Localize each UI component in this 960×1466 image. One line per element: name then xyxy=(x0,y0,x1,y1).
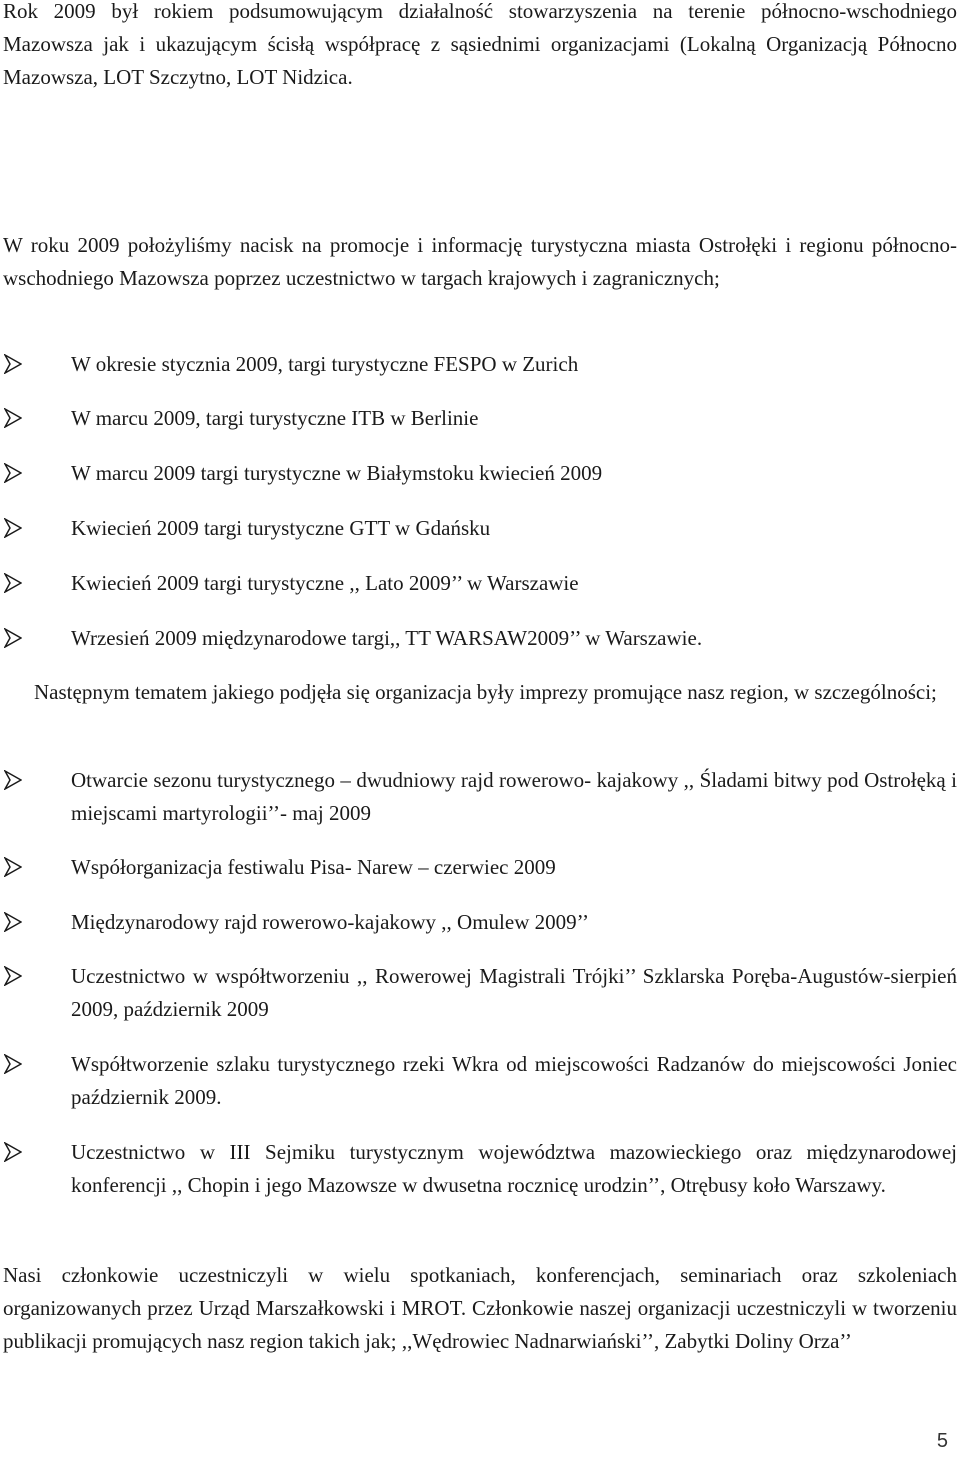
arrowhead-bullet-icon xyxy=(4,966,22,986)
fair-item-text: Kwiecień 2009 targi turystyczne ,, Lato 2009’’ w Warszawie xyxy=(71,571,579,595)
arrowhead-bullet-icon xyxy=(4,354,22,374)
event-item-text: Otwarcie sezonu turystycznego – dwudniowy rajd rowerowo- kajakowy ,, Śladami bitwy pod Ostrołęką i miejscami martyrologii’’- maj 2009 xyxy=(71,768,957,825)
fair-item-text: W okresie stycznia 2009, targi turystyczne FESPO w Zurich xyxy=(71,352,579,376)
arrowhead-bullet-icon xyxy=(4,463,22,483)
arrowhead-bullet-icon xyxy=(4,628,22,648)
page-number: 5 xyxy=(936,1430,948,1452)
arrowhead-bullet-icon xyxy=(4,518,22,538)
event-item-text: Uczestnictwo w III Sejmiku turystycznym województwa mazowieckiego oraz międzynarodowej konferencji ,, Chopin i jego Mazowsze w dwusetna rocznicę urodzin’’, Otrębusy koło Warszawy. xyxy=(71,1140,957,1197)
arrowhead-bullet-icon xyxy=(4,1054,22,1074)
event-item-text: Uczestnictwo w współtworzeniu ,, Rowerowej Magistrali Trójki’’ Szklarska Poręba-Augustów-sierpień 2009, październik 2009 xyxy=(71,964,957,1021)
event-item-text: Międzynarodowy rajd rowerowo-kajakowy ,, Omulew 2009’’ xyxy=(71,910,590,934)
arrowhead-bullet-icon xyxy=(4,573,22,593)
arrowhead-bullet-icon xyxy=(4,857,22,877)
fair-item-text: Kwiecień 2009 targi turystyczne GTT w Gdańsku xyxy=(71,516,491,540)
events-paragraph: Następnym tematem jakiego podjęła się organizacja były imprezy promujące nasz region, w szczególności; xyxy=(34,680,937,704)
fair-item-text: Wrzesień 2009 międzynarodowe targi,, TT WARSAW2009’’ w Warszawie. xyxy=(71,626,703,650)
arrowhead-bullet-icon xyxy=(4,1142,22,1162)
promo-paragraph: W roku 2009 położyliśmy nacisk na promocje i informację turystyczna miasta Ostrołęki i regionu północno-wschodniego Mazowsza poprzez uczestnictwo w targach krajowych i zagranicznych; xyxy=(3,233,957,290)
event-item-text: Współorganizacja festiwalu Pisa- Narew – czerwiec 2009 xyxy=(71,855,556,879)
intro-paragraph: Rok 2009 był rokiem podsumowującym działalność stowarzyszenia na terenie północno-wschodniego Mazowsza jak i ukazującym ścisłą współpracę z sąsiednimi organizacjami (Lokalną Organizacją Północno Mazowsza, LOT Szczytno, LOT Nidzica. xyxy=(3,0,957,89)
events-paragraph-first xyxy=(34,676,957,709)
arrowhead-bullet-icon xyxy=(4,912,22,932)
closing-paragraph: Nasi członkowie uczestniczyli w wielu spotkaniach, konferencjach, seminariach oraz szkoleniach organizowanych przez Urząd Marszałkowski i MROT. Członkowie naszej organizacji uczestniczyli w tworzeniu publikacji promujących nasz region takich jak; ,,Wędrowiec Nadnarwiański’’, Zabytki Doliny Orza’’ xyxy=(3,1263,957,1353)
fair-item-text: W marcu 2009 targi turystyczne w Białymstoku kwiecień 2009 xyxy=(71,461,603,485)
event-item-text: Współtworzenie szlaku turystycznego rzeki Wkra od miejscowości Radzanów do miejscowości Joniec październik 2009. xyxy=(71,1052,957,1109)
arrowhead-bullet-icon xyxy=(4,770,22,790)
fair-item-text: W marcu 2009, targi turystyczne ITB w Berlinie xyxy=(71,406,479,430)
arrowhead-bullet-icon xyxy=(4,408,22,428)
